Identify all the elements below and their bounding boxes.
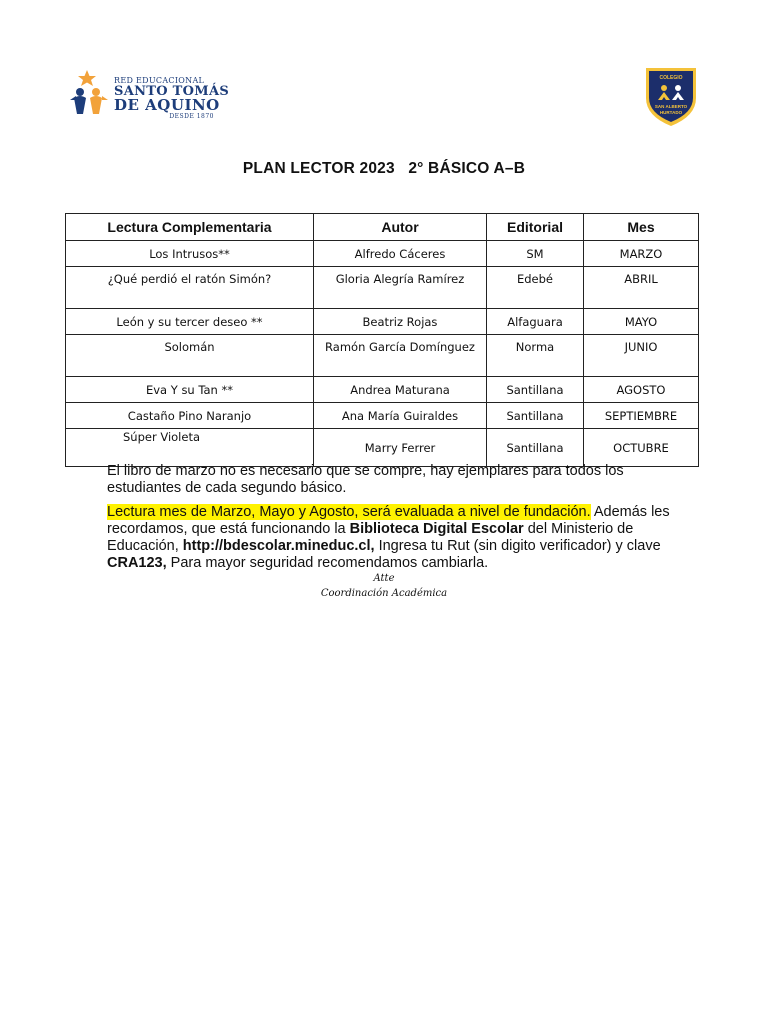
header-autor: Autor [314,214,487,241]
crest-top-text: COLEGIO [659,75,683,81]
cell-publisher: Edebé [487,267,584,309]
crest-bottom-line-1: SAN ALBERTO [654,104,688,109]
santo-tomas-logo [70,70,230,122]
library-name: Biblioteca Digital Escolar [349,521,524,537]
cell-month: SEPTIEMBRE [584,403,699,429]
cell-title: León y su tercer deseo ** [66,309,314,335]
table-header-row [66,214,699,241]
cell-author: Marry Ferrer [314,429,487,467]
header-lectura: Lectura Complementaria [66,214,314,241]
library-url[interactable]: http://bdescolar.mineduc.cl, [182,538,375,554]
header-mes: Mes [584,214,699,241]
table-row [66,241,699,267]
text-segment: Para mayor seguridad recomendamos cambiarla. [166,555,489,571]
header-editorial: Editorial [487,214,584,241]
cell-author: Alfredo Cáceres [314,241,487,267]
cell-publisher: Norma [487,335,584,377]
cell-month: MARZO [584,241,699,267]
shield-icon [644,64,698,128]
cell-title: Súper Violeta [66,429,314,467]
crest-bottom-line-2: HURTADO [659,110,683,115]
info-paragraph-2 [107,504,687,572]
signature-department: Coordinación Académica [320,588,448,599]
cell-title: Eva Y su Tan ** [66,377,314,403]
cell-title: ¿Qué perdió el ratón Simón? [66,267,314,309]
cell-publisher: Alfaguara [487,309,584,335]
table-row [66,377,699,403]
text-segment: del Ministerio de Educación, [107,521,634,554]
page-title: PLAN LECTOR 2023 2° BÁSICO A–B [242,160,526,177]
password-code: CRA123, [107,555,167,571]
table-row [66,429,699,467]
logo-line-2: SANTO TOMÁS [114,84,230,99]
cell-publisher: Santillana [487,429,584,467]
san-alberto-hurtado-crest [644,64,698,128]
cell-author: Ramón García Domínguez [314,335,487,377]
cell-month: OCTUBRE [584,429,699,467]
table-row [66,267,699,309]
cell-month: AGOSTO [584,377,699,403]
table-row [66,403,699,429]
text-segment: Además les recordamos, que está funcionando la [107,504,670,537]
cell-publisher: Santillana [487,377,584,403]
table-row [66,335,699,377]
text-segment: Ingresa tu Rut (sin digito verificador) y clave [374,538,661,554]
cell-title: Solomán [66,335,314,377]
table-row [66,309,699,335]
logo-line-4: DESDE 1870 [169,113,214,120]
cell-title: Los Intrusos** [66,241,314,267]
children-star-icon [70,70,108,118]
logo-line-3: DE AQUINO [114,96,220,114]
cell-author: Ana María Guiraldes [314,403,487,429]
cell-publisher: Santillana [487,403,584,429]
cell-author: Gloria Alegría Ramírez [314,267,487,309]
highlighted-notice: Lectura mes de Marzo, Mayo y Agosto, será evaluada a nivel de fundación. [107,504,591,520]
logo-line-1: RED EDUCACIONAL [114,76,205,85]
reading-plan-table [65,213,699,467]
cell-publisher: SM [487,241,584,267]
crest-bottom-text [644,104,698,116]
cell-month: ABRIL [584,267,699,309]
info-paragraph-1: El libro de marzo no es necesario que se compre, hay ejemplares para todos los estudiantes de cada segundo básico. [107,463,624,496]
cell-title: Castaño Pino Naranjo [66,403,314,429]
cell-author: Beatriz Rojas [314,309,487,335]
signature-greeting: Atte [373,573,395,584]
cell-author: Andrea Maturana [314,377,487,403]
cell-month: JUNIO [584,335,699,377]
cell-month: MAYO [584,309,699,335]
